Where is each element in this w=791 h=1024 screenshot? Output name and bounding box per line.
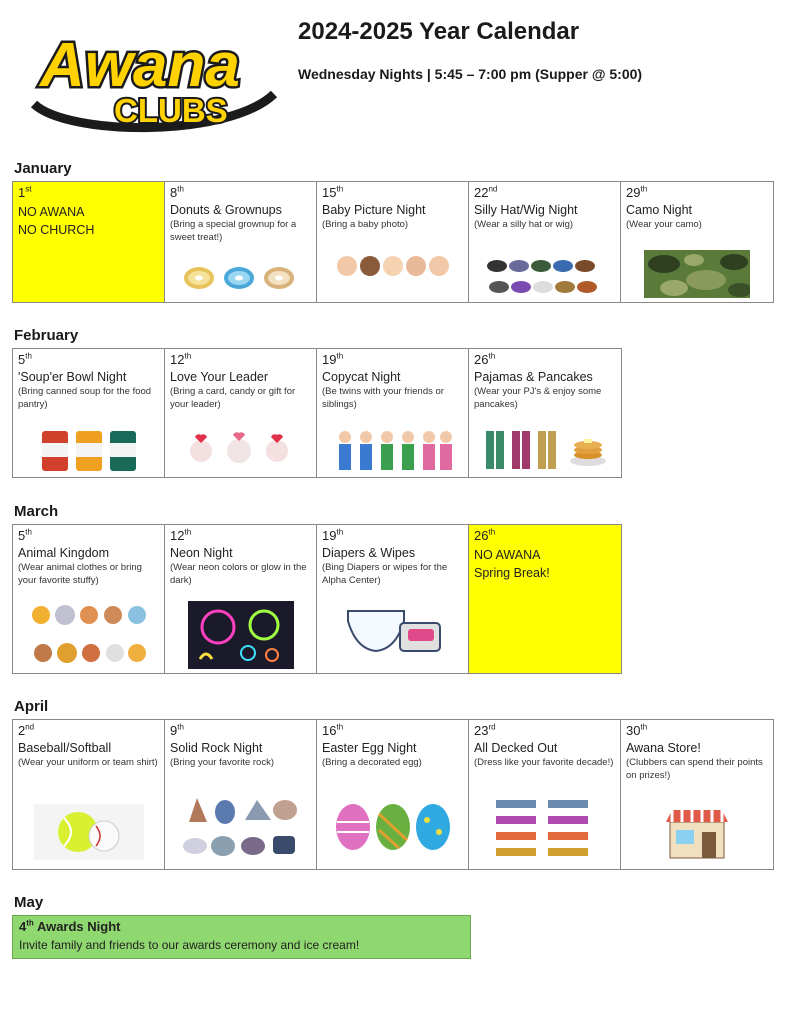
event-note: (Wear animal clothes or bring your favorite stuffy) [18, 562, 142, 586]
stuffed-animals-icon [13, 601, 164, 671]
calendar-cell: 26th NO AWANA Spring Break! [469, 525, 621, 673]
event-title: Awana Store! [626, 741, 701, 755]
event-title: Easter Egg Night [322, 741, 417, 755]
event-note: (Clubbers can spend their points on prizes!) [626, 757, 763, 781]
event-title: Donuts & Grownups [170, 203, 282, 217]
twins-icon [317, 429, 468, 473]
neon-icon [165, 601, 316, 669]
month-label-march: March [14, 503, 59, 520]
calendar-cell: 22nd Silly Hat/Wig Night (Wear a silly hat or wig) [469, 182, 621, 302]
calendar-cell: 29th Camo Night (Wear your camo) [621, 182, 773, 302]
event-title: Camo Night [626, 203, 692, 217]
easter-eggs-icon [317, 800, 468, 854]
event-title: Silly Hat/Wig Night [474, 203, 578, 217]
logo-awana-text: Awana [40, 31, 240, 100]
calendar-cell: 19th Copycat Night (Be twins with your friends or siblings) [317, 349, 469, 477]
balls-icon [13, 804, 164, 860]
event-title: Baby Picture Night [322, 203, 426, 217]
month-label-february: February [14, 327, 79, 344]
calendar-cell: 5th Animal Kingdom (Wear animal clothes or bring your favorite stuffy) [13, 525, 165, 673]
event-title: Copycat Night [322, 370, 401, 384]
month-label-may: May [14, 894, 44, 911]
page-title: 2024-2025 Year Calendar [298, 18, 580, 45]
event-note: (Bring a baby photo) [322, 219, 409, 230]
event-note: (Bring a card, candy or gift for your leader) [170, 386, 296, 410]
calendar-cell: 26th Pajamas & Pancakes (Wear your PJ's & enjoy some pancakes) [469, 349, 621, 477]
event-note: (Bring your favorite rock) [170, 757, 275, 768]
logo-clubs-text: CLUBS [114, 92, 228, 129]
calendar-cell: 19th Diapers & Wipes (Bing Diapers or wipes for the Alpha Center) [317, 525, 469, 673]
calendar-cell: 2nd Baseball/Softball (Wear your uniform or team shirt) [13, 720, 165, 869]
event-title: 4th Awards Night [19, 918, 121, 934]
diaper-wipes-icon [317, 601, 468, 661]
event-note: (Bring canned soup for the food pantry) [18, 386, 152, 410]
event-title: Neon Night [170, 546, 233, 560]
event-title: Animal Kingdom [18, 546, 110, 560]
decades-icon [469, 798, 620, 864]
event-note: (Bring a special grownup for a sweet treat!) [170, 219, 297, 243]
store-icon [621, 804, 773, 860]
calendar-cell: 12th Neon Night (Wear neon colors or glow in the dark) [165, 525, 317, 673]
event-title: Solid Rock Night [170, 741, 263, 755]
donuts-icon [165, 262, 316, 294]
month-grid-february [12, 348, 622, 478]
page-subtitle: Wednesday Nights | 5:45 – 7:00 pm (Supper @ 5:00) [298, 66, 643, 82]
calendar-cell: 16th Easter Egg Night (Bring a decorated egg) [317, 720, 469, 869]
calendar-cell: 5th 'Soup'er Bowl Night (Bring canned soup for the food pantry) [13, 349, 165, 477]
event-note: (Be twins with your friends or siblings) [322, 386, 444, 410]
event-note: (Wear neon colors or glow in the dark) [170, 562, 307, 586]
event-title: Diapers & Wipes [322, 546, 416, 560]
camo-icon [621, 250, 773, 298]
awana-clubs-logo [28, 16, 278, 134]
event-title: All Decked Out [474, 741, 558, 755]
calendar-cell: 12th Love Your Leader (Bring a card, candy or gift for your leader) [165, 349, 317, 477]
event-note: (Wear your camo) [626, 219, 702, 230]
event-note: (Bing Diapers or wipes for the Alpha Center) [322, 562, 448, 586]
rocks-icon [165, 792, 316, 862]
hats-icon [469, 254, 620, 298]
valentine-animals-icon [165, 429, 316, 469]
event-note: (Bring a decorated egg) [322, 757, 422, 768]
calendar-cell: 23rd All Decked Out (Dress like your favorite decade!) [469, 720, 621, 869]
event-note: (Wear your PJ's & enjoy some pancakes) [474, 386, 602, 410]
month-label-april: April [14, 698, 49, 715]
calendar-cell: 1st NO AWANA NO CHURCH [13, 182, 165, 302]
event-note: (Wear your uniform or team shirt) [18, 757, 158, 768]
event-note: Invite family and friends to our awards ceremony and ice cream! [19, 938, 360, 952]
event-title: 'Soup'er Bowl Night [18, 370, 127, 384]
calendar-cell: 8th Donuts & Grownups (Bring a special grownup for a sweet treat!) [165, 182, 317, 302]
pajamas-pancakes-icon [469, 429, 621, 471]
calendar-cell: 9th Solid Rock Night (Bring your favorite rock) [165, 720, 317, 869]
awards-night-banner [12, 915, 471, 959]
event-note: (Dress like your favorite decade!) [474, 757, 614, 768]
month-grid-january [12, 181, 774, 303]
event-title: Baseball/Softball [18, 741, 112, 755]
babies-icon [317, 252, 468, 282]
calendar-cell: 15th Baby Picture Night (Bring a baby photo) [317, 182, 469, 302]
calendar-cell: 30th Awana Store! (Clubbers can spend their points on prizes!) [621, 720, 773, 869]
month-grid-april [12, 719, 774, 870]
event-title: Pajamas & Pancakes [474, 370, 593, 384]
event-note: (Wear a silly hat or wig) [474, 219, 574, 230]
month-label-january: January [14, 160, 72, 177]
month-grid-march [12, 524, 622, 674]
soup-cans-icon [13, 429, 164, 473]
event-title: Love Your Leader [170, 370, 269, 384]
